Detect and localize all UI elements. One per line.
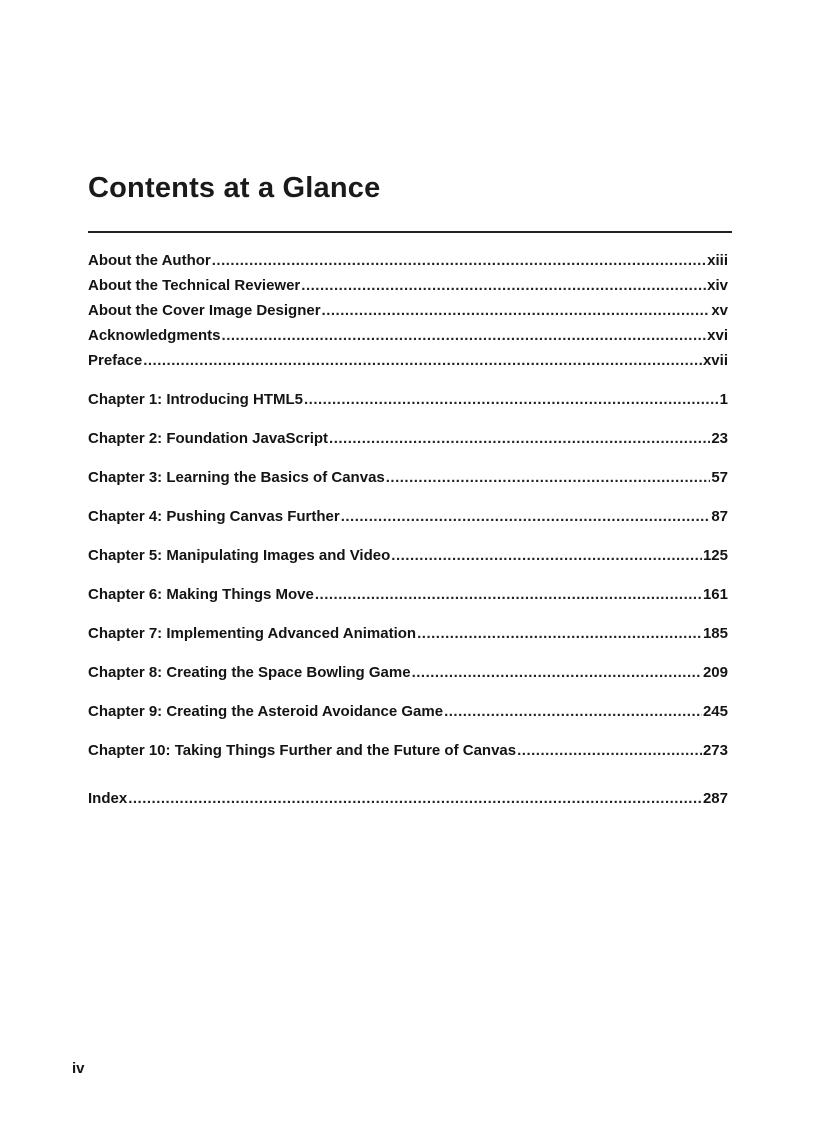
toc-entry-page: 57 bbox=[711, 469, 728, 486]
toc-entry-label: Chapter 8: Creating the Space Bowling Game bbox=[88, 664, 411, 681]
dot-leader bbox=[301, 277, 706, 294]
dot-leader bbox=[329, 430, 710, 447]
toc-entry-label: Acknowledgments bbox=[88, 327, 221, 344]
dot-leader bbox=[417, 625, 702, 642]
toc-entry-page: xiv bbox=[707, 277, 728, 294]
toc-entry-page: 209 bbox=[702, 664, 728, 681]
dot-leader bbox=[304, 391, 719, 408]
dot-leader bbox=[391, 547, 702, 564]
toc-entry-page: xvi bbox=[707, 327, 728, 344]
toc-entry-label: Chapter 6: Making Things Move bbox=[88, 586, 314, 603]
dot-leader bbox=[517, 742, 702, 759]
page-title: Contents at a Glance bbox=[88, 172, 381, 204]
toc-entry-label: Preface bbox=[88, 352, 143, 369]
dot-leader bbox=[315, 586, 702, 603]
dot-leader bbox=[341, 508, 711, 525]
toc-entry-label: Chapter 4: Pushing Canvas Further bbox=[88, 508, 340, 525]
toc-entry-label: Chapter 3: Learning the Basics of Canvas bbox=[88, 469, 385, 486]
toc-entry-cover-designer[interactable] bbox=[88, 302, 728, 327]
toc-entry-page: 125 bbox=[702, 547, 728, 564]
dot-leader bbox=[322, 302, 711, 319]
dot-leader bbox=[412, 664, 702, 681]
toc-entry-page: xiii bbox=[707, 252, 728, 269]
toc-entry-page: 161 bbox=[702, 586, 728, 603]
toc-entry-label: About the Cover Image Designer bbox=[88, 302, 321, 319]
toc-entry-acknowledgments[interactable] bbox=[88, 327, 728, 352]
toc-entry-label: Chapter 1: Introducing HTML5 bbox=[88, 391, 303, 408]
toc-entry-label: Chapter 10: Taking Things Further and the Future of Canvas bbox=[88, 742, 517, 759]
dot-leader bbox=[222, 327, 707, 344]
toc-entry-about-author[interactable] bbox=[88, 252, 728, 277]
toc-entry-chapter-4[interactable] bbox=[88, 508, 728, 533]
dot-leader bbox=[444, 703, 702, 720]
toc-entry-preface[interactable] bbox=[88, 352, 728, 377]
page-number: iv bbox=[72, 1060, 85, 1077]
toc-entry-page: 245 bbox=[702, 703, 728, 720]
title-divider bbox=[88, 231, 732, 233]
toc-entry-page: 185 bbox=[702, 625, 728, 642]
toc-entry-technical-reviewer[interactable] bbox=[88, 277, 728, 302]
toc-entry-index[interactable] bbox=[88, 790, 728, 815]
toc-entry-page: 87 bbox=[711, 508, 728, 525]
dot-leader bbox=[212, 252, 706, 269]
toc-entry-chapter-9[interactable] bbox=[88, 703, 728, 728]
toc-entry-label: About the Author bbox=[88, 252, 211, 269]
toc-entry-page: 273 bbox=[702, 742, 728, 759]
toc-entry-chapter-6[interactable] bbox=[88, 586, 728, 611]
toc-entry-page: xvii bbox=[702, 352, 728, 369]
dot-leader bbox=[128, 790, 702, 807]
toc-entry-label: Chapter 9: Creating the Asteroid Avoidance Game bbox=[88, 703, 444, 720]
toc-entry-chapter-8[interactable] bbox=[88, 664, 728, 689]
toc-entry-chapter-1[interactable] bbox=[88, 391, 728, 416]
toc-entry-label: Chapter 7: Implementing Advanced Animation bbox=[88, 625, 417, 642]
toc-entry-page: 287 bbox=[702, 790, 728, 807]
dot-leader bbox=[143, 352, 702, 369]
table-of-contents bbox=[88, 252, 728, 815]
toc-entry-label: About the Technical Reviewer bbox=[88, 277, 301, 294]
toc-entry-chapter-3[interactable] bbox=[88, 469, 728, 494]
toc-entry-label: Chapter 2: Foundation JavaScript bbox=[88, 430, 329, 447]
toc-entry-chapter-7[interactable] bbox=[88, 625, 728, 650]
toc-entry-label: Chapter 5: Manipulating Images and Video bbox=[88, 547, 391, 564]
dot-leader bbox=[386, 469, 711, 486]
toc-entry-page: xv bbox=[711, 302, 728, 319]
toc-entry-chapter-2[interactable] bbox=[88, 430, 728, 455]
toc-entry-label: Index bbox=[88, 790, 128, 807]
toc-entry-chapter-5[interactable] bbox=[88, 547, 728, 572]
toc-entry-page: 1 bbox=[719, 391, 728, 408]
toc-entry-chapter-10[interactable] bbox=[88, 742, 728, 767]
toc-entry-page: 23 bbox=[711, 430, 728, 447]
